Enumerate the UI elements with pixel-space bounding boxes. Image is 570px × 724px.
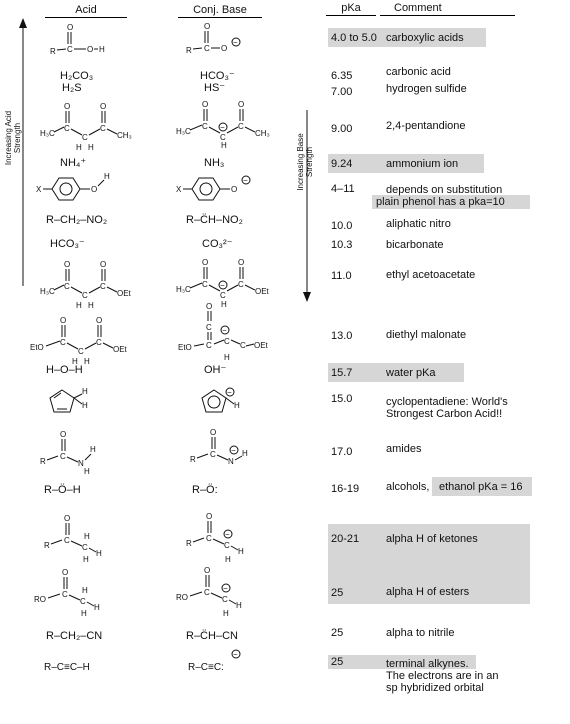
pka-value: 10.0	[331, 220, 353, 232]
svg-text:O: O	[67, 23, 74, 32]
svg-text:H: H	[88, 143, 94, 152]
svg-text:−: −	[220, 281, 225, 290]
svg-text:H: H	[221, 141, 227, 150]
svg-text:OEt: OEt	[255, 287, 269, 296]
acid-formula: R–CH₂–CN	[46, 630, 103, 642]
acid-formula: R–C≡C–H	[44, 662, 90, 673]
svg-text:O: O	[238, 258, 245, 267]
amide-anion-structure	[186, 426, 266, 470]
comment-text: sp hybridized orbital	[386, 682, 484, 694]
acid-formula: H₂S	[62, 82, 82, 94]
comment-text: alpha H of esters	[386, 586, 470, 598]
svg-text:−: −	[225, 530, 230, 539]
pka-value: 9.24	[331, 158, 353, 170]
svg-text:C: C	[204, 588, 210, 597]
comment-text: alcohols,	[386, 481, 430, 493]
svg-text:H: H	[224, 353, 230, 362]
pentanedione-anion-structure	[176, 98, 276, 148]
acid-formula: R–Ö–H	[44, 484, 81, 496]
svg-text:H: H	[82, 401, 88, 410]
amide-structure	[36, 428, 116, 476]
svg-text:C: C	[210, 450, 216, 459]
svg-text:RO: RO	[34, 595, 46, 604]
base-formula: CO₃²⁻	[202, 238, 233, 250]
svg-text:C: C	[64, 536, 70, 545]
pka-value: 11.0	[331, 270, 352, 282]
svg-text:O: O	[100, 260, 107, 269]
pka-value: 9.00	[331, 123, 353, 135]
svg-text:−: −	[231, 446, 236, 455]
pka-value: 15.7	[331, 367, 353, 379]
svg-text:O: O	[210, 428, 217, 437]
pka-value: 4–11	[331, 183, 355, 195]
svg-text:H₃C: H₃C	[176, 127, 191, 136]
comment-text: aliphatic nitro	[386, 218, 451, 230]
comment-text: diethyl malonate	[386, 329, 467, 341]
base-formula: R–C̈H–CN	[186, 630, 238, 642]
acid-formula: R–CH₂–NO₂	[46, 214, 108, 226]
svg-text:O: O	[60, 316, 67, 325]
svg-text:C: C	[82, 543, 88, 552]
svg-text:OEt: OEt	[254, 341, 268, 350]
acid-column-header: Acid	[45, 4, 127, 18]
svg-text:C: C	[206, 341, 212, 350]
comment-text: bicarbonate	[386, 239, 444, 251]
svg-text:H: H	[96, 549, 102, 558]
comment-column-header: Comment	[380, 2, 515, 16]
svg-text:H: H	[104, 172, 110, 181]
comment-text: carboxylic acids	[386, 32, 464, 44]
pka-value: 20-21	[331, 533, 360, 545]
comment-text: depends on substitution	[386, 184, 503, 196]
svg-text:N: N	[228, 457, 234, 466]
svg-text:CH₃: CH₃	[255, 129, 270, 138]
svg-text:C: C	[64, 124, 70, 133]
svg-text:O: O	[64, 514, 71, 523]
svg-text:O: O	[238, 100, 245, 109]
svg-text:O: O	[204, 566, 211, 575]
increasing-base-label: Increasing Base Strength	[296, 133, 314, 191]
svg-text:X: X	[176, 185, 182, 194]
base-formula: NH₃	[204, 157, 225, 169]
svg-text:C: C	[224, 337, 230, 346]
svg-text:H: H	[225, 555, 231, 564]
svg-text:H: H	[72, 357, 78, 366]
comment-text: 2,4-pentandione	[386, 120, 466, 132]
svg-text:H: H	[82, 387, 88, 396]
svg-text:H: H	[236, 601, 242, 610]
svg-text:C: C	[62, 590, 68, 599]
base-formula: HCO₃⁻	[200, 70, 235, 82]
cyclopentadiene-structure	[48, 384, 108, 420]
svg-text:H: H	[88, 301, 94, 310]
pka-value: 4.0 to 5.0	[331, 32, 377, 44]
svg-text:C: C	[240, 341, 246, 350]
svg-text:H: H	[84, 357, 90, 366]
base-formula: R–C̈H–NO₂	[186, 214, 243, 226]
svg-text:O: O	[206, 512, 213, 521]
svg-text:C: C	[67, 45, 73, 54]
svg-text:H: H	[81, 609, 87, 618]
comment-text: cyclopentadiene: World's	[386, 396, 508, 408]
diethyl-malonate-anion-structure	[170, 300, 280, 366]
svg-text:C: C	[82, 291, 88, 300]
svg-text:OEt: OEt	[113, 345, 127, 354]
svg-text:H: H	[234, 401, 240, 410]
svg-text:R: R	[44, 541, 50, 550]
svg-text:R: R	[40, 457, 46, 466]
svg-text:H: H	[238, 547, 244, 556]
svg-text:C: C	[224, 541, 230, 550]
svg-text:R: R	[186, 46, 192, 55]
svg-text:EtO: EtO	[30, 343, 44, 352]
svg-text:H: H	[76, 143, 82, 152]
svg-text:C: C	[64, 282, 70, 291]
svg-text:C: C	[206, 534, 212, 543]
svg-text:−: −	[233, 38, 238, 47]
svg-text:RO: RO	[176, 593, 188, 602]
svg-text:−: −	[223, 584, 228, 593]
svg-text:O: O	[87, 45, 94, 54]
svg-text:N: N	[78, 459, 84, 468]
svg-text:H: H	[83, 555, 89, 564]
svg-text:C: C	[206, 323, 212, 332]
svg-text:O: O	[231, 185, 238, 194]
svg-text:C: C	[220, 133, 226, 142]
conj-base-column-header: Conj. Base	[178, 4, 262, 18]
phenol-structure	[36, 170, 126, 206]
pka-value: 15.0	[331, 393, 353, 405]
svg-text:H: H	[84, 467, 90, 476]
base-formula: HS⁻	[204, 82, 226, 94]
svg-text:O: O	[96, 316, 103, 325]
svg-text:H: H	[223, 609, 229, 618]
svg-text:C: C	[82, 133, 88, 142]
svg-text:H₃C: H₃C	[176, 285, 191, 294]
pka-value: 25	[331, 587, 344, 599]
svg-text:O: O	[91, 185, 98, 194]
svg-text:O: O	[202, 100, 209, 109]
svg-text:O: O	[62, 568, 69, 577]
svg-text:O: O	[64, 102, 71, 111]
svg-text:C: C	[80, 597, 86, 606]
svg-text:C: C	[238, 122, 244, 131]
carboxylate-structure	[180, 20, 260, 60]
pka-value: 25	[331, 627, 344, 639]
acid-formula: H–O–H	[46, 364, 83, 376]
svg-text:C: C	[96, 338, 102, 347]
svg-text:O: O	[204, 22, 211, 31]
acid-formula: HCO₃⁻	[50, 238, 85, 250]
comment-text: terminal alkynes.	[386, 658, 469, 670]
svg-text:C: C	[78, 347, 84, 356]
acetylide-charge	[230, 648, 242, 660]
pka-value: 7.00	[331, 86, 353, 98]
svg-text:C: C	[202, 280, 208, 289]
svg-text:C: C	[204, 44, 210, 53]
svg-text:H: H	[94, 603, 100, 612]
ethyl-acetoacetate-structure	[40, 258, 140, 308]
svg-text:O: O	[100, 102, 107, 111]
comment-text: ethanol pKa = 16	[439, 481, 523, 493]
phenoxide-structure	[176, 168, 266, 204]
base-formula: OH⁻	[204, 364, 227, 376]
base-formula: R–Ö:	[192, 484, 218, 496]
svg-text:X: X	[36, 185, 42, 194]
svg-text:C: C	[60, 338, 66, 347]
ester-structure	[34, 566, 124, 620]
svg-text:C: C	[238, 280, 244, 289]
pentanedione-structure	[40, 100, 140, 150]
comment-text: amides	[386, 443, 422, 455]
svg-text:C: C	[202, 122, 208, 131]
svg-text:H₃C: H₃C	[40, 287, 55, 296]
pka-value: 17.0	[331, 446, 353, 458]
pka-value: 16-19	[331, 483, 360, 495]
pka-value: 25	[331, 656, 344, 668]
acid-formula: NH₄⁺	[60, 157, 87, 169]
svg-text:C: C	[100, 124, 106, 133]
comment-text: alpha to nitrile	[386, 627, 455, 639]
comment-text: alpha H of ketones	[386, 533, 478, 545]
diethyl-malonate-structure	[30, 314, 140, 364]
svg-text:C: C	[100, 282, 106, 291]
comment-text: carbonic acid	[386, 66, 451, 78]
svg-text:H: H	[242, 449, 248, 458]
comment-text: ethyl acetoacetate	[386, 269, 476, 281]
enolate-ester-structure	[176, 564, 266, 620]
svg-text:R: R	[186, 539, 192, 548]
svg-text:O: O	[221, 44, 228, 53]
svg-text:C: C	[60, 452, 66, 461]
increasing-acid-label: Increasing Acid Strength	[4, 110, 22, 166]
svg-text:R: R	[50, 47, 56, 56]
svg-text:OEt: OEt	[117, 289, 131, 298]
svg-text:C: C	[222, 595, 228, 604]
comment-text: plain phenol has a pka=10	[376, 196, 505, 208]
comment-text: The electrons are in an	[386, 670, 499, 682]
enolate-ketone-structure	[182, 510, 272, 564]
svg-text:O: O	[64, 260, 71, 269]
pka-value: 13.0	[331, 330, 353, 342]
comment-text: water pKa	[386, 367, 436, 379]
pka-value: 6.35	[331, 70, 353, 82]
cyclopentadienyl-anion-structure	[200, 384, 260, 420]
carboxylic-acid-structure	[48, 22, 108, 62]
comment-text: ammonium ion	[386, 158, 459, 170]
svg-text:−: −	[233, 650, 238, 659]
svg-text:O: O	[202, 258, 209, 267]
pka-value: 10.3	[331, 239, 353, 251]
svg-text:H: H	[82, 586, 88, 595]
svg-text:H: H	[221, 300, 227, 309]
ketone-structure	[40, 512, 130, 564]
svg-text:CH₃: CH₃	[117, 131, 132, 140]
svg-text:H: H	[76, 301, 82, 310]
comment-text: hydrogen sulfide	[386, 83, 467, 95]
comment-text: Strongest Carbon Acid!!	[386, 408, 503, 420]
svg-text:R: R	[190, 455, 196, 464]
svg-text:−: −	[220, 123, 225, 132]
svg-text:H₃C: H₃C	[40, 129, 55, 138]
svg-text:−: −	[227, 388, 232, 397]
svg-text:EtO: EtO	[178, 343, 192, 352]
svg-text:H: H	[90, 445, 96, 454]
svg-text:−: −	[243, 176, 248, 185]
svg-text:C: C	[220, 291, 226, 300]
svg-text:O: O	[60, 430, 67, 439]
base-formula: R–C≡C:	[188, 662, 224, 673]
svg-text:−: −	[222, 326, 227, 335]
pka-column-header: pKa	[326, 2, 376, 16]
svg-text:H: H	[99, 45, 105, 54]
svg-text:H: H	[84, 532, 90, 541]
acid-formula: H₂CO₃	[60, 70, 94, 82]
svg-text:O: O	[206, 302, 213, 311]
